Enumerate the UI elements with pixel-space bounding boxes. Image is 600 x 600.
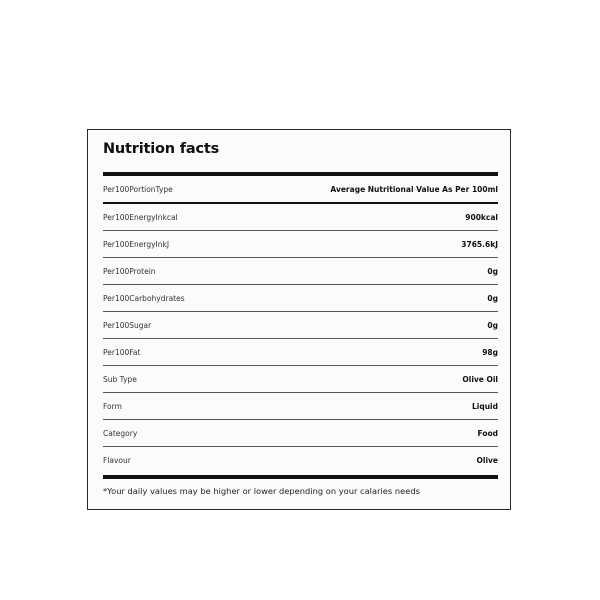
row-value: Olive [476,456,498,465]
table-row [103,420,498,447]
row-value: Liquid [472,401,498,411]
row-label: Flavour [103,456,131,465]
row-value: 0g [487,320,498,330]
row-label: Sub Type [103,374,137,384]
row-label: Per100Carbohydrates [103,293,185,303]
row-value: 98g [482,347,498,357]
row-label: Per100Sugar [103,320,152,330]
table-row [103,447,498,474]
row-value: Olive Oil [462,374,498,384]
table-row [103,258,498,285]
table-row [103,177,498,204]
row-label: Per100Fat [103,347,141,357]
footer-divider [103,475,498,479]
row-label: Per100PortionType [103,185,173,194]
panel-title: Nutrition facts [103,141,219,157]
table-row [103,339,498,366]
footnote: *Your daily values may be higher or lower depending on your calaries needs [103,486,420,496]
row-label: Form [103,401,122,411]
row-value: 0g [487,293,498,303]
table-row [103,231,498,258]
title-divider [103,172,498,176]
row-value: Average Nutritional Value As Per 100ml [330,185,498,194]
row-label: Per100Protein [103,266,156,276]
nutrition-table [103,177,498,474]
table-row [103,393,498,420]
row-label: Per100EnergyInkJ [103,239,170,249]
table-row [103,204,498,231]
row-value: 3765.6kJ [461,239,498,249]
table-row [103,312,498,339]
row-label: Per100EnergyInkcal [103,212,178,222]
row-value: 0g [487,266,498,276]
table-row [103,366,498,393]
row-value: 900kcal [465,212,498,222]
row-value: Food [477,428,498,438]
row-label: Category [103,428,138,438]
nutrition-facts-panel [87,129,511,510]
table-row [103,285,498,312]
